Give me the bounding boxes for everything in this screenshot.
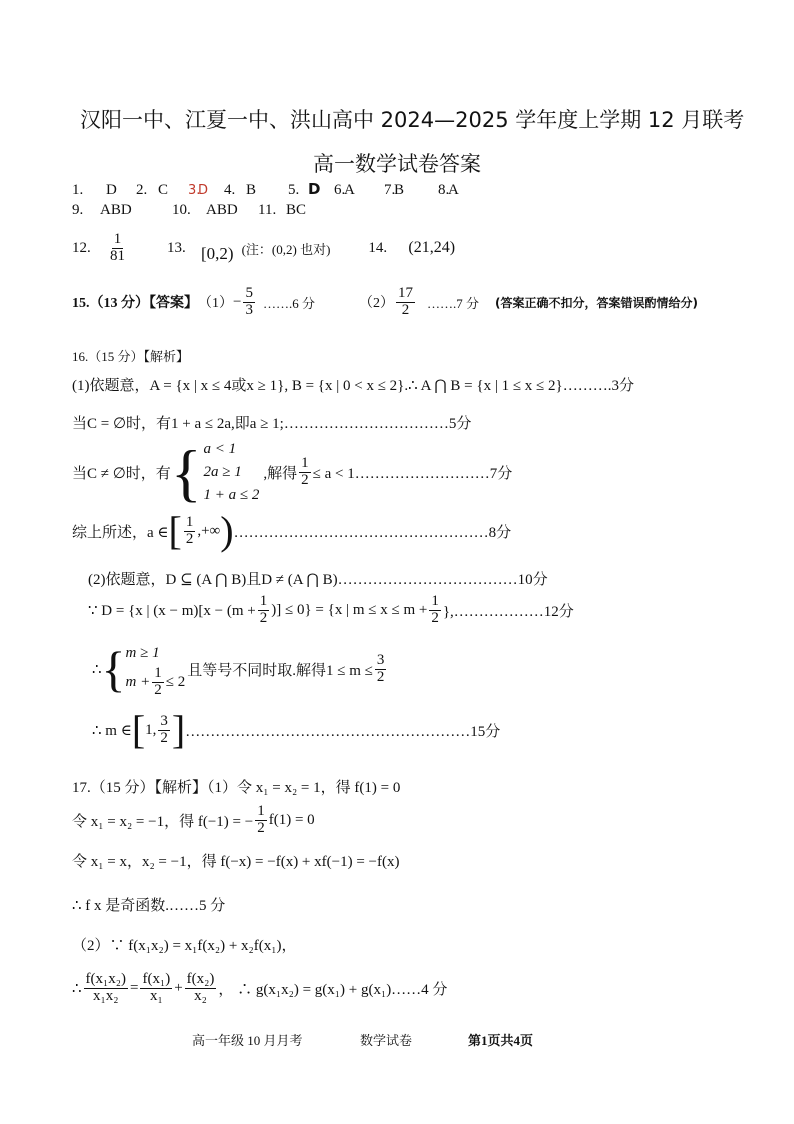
q17-l2-post: f(1) = 0 (268, 811, 315, 828)
q16-l6-den-1: 2 (259, 609, 268, 626)
q16-l4-den: 2 (185, 530, 194, 547)
q16-l7-row2-pre: m + (125, 674, 151, 691)
q16-l6-mid: )] ≤ 0} = {x | m ≤ x ≤ m + (271, 601, 428, 618)
footer-left: 高一年级 10 月月考 (192, 1033, 303, 1048)
q16-l7-row2-post: ≤ 2 (165, 674, 186, 691)
mc-ans-4: B (246, 182, 257, 198)
q16-l4-num: 1 (185, 513, 194, 530)
mc-num-2: 2. (136, 182, 148, 198)
q15-note: (答案正确不扣分，答案错误酌情给分) (495, 295, 698, 310)
q17-l6-num-3: f(x₂) (186, 971, 215, 987)
q17-l6-fraction-1 (84, 972, 128, 1005)
q16-l4-rparen: ) (220, 508, 234, 553)
q16-l7-fraction (375, 653, 387, 686)
q13-note: (注：(0,2) 也对) (241, 241, 331, 257)
q16-l8-fraction (158, 714, 170, 747)
mc-row-2 (72, 202, 316, 219)
q16-l6-num-2: 1 (431, 593, 439, 609)
q17-line-4: ∴ f x 是奇函数.……5 分 (72, 898, 226, 914)
q14-answer: (21,24) (408, 239, 456, 257)
mc-row-1 (72, 180, 468, 199)
mc-ans-7: B (394, 182, 405, 198)
q15-p2-den: 2 (401, 301, 410, 318)
q16-l8-lbracket: [ (131, 707, 146, 752)
q15-row (72, 286, 698, 319)
q13-num: 13. (167, 239, 186, 256)
q15-p1-den: 3 (245, 301, 253, 318)
mc-ans-6: A (344, 182, 355, 198)
q16-l7-row-2 (126, 666, 186, 699)
q16-line-4 (72, 508, 512, 553)
q17-l2-pre: 令 x₁ = x₂ = −1，得 f(−1) = − (72, 813, 254, 830)
q16-l7-row2-den: 2 (154, 681, 162, 698)
multi-ans-10: ABD (206, 202, 238, 218)
q16-line-6 (88, 594, 574, 627)
q16-line-7 (92, 640, 388, 699)
q16-l4-pre: 综上所述，a ∈ (72, 524, 169, 541)
q16-l4-lbracket: [ (168, 508, 182, 553)
q15-p2-score: …….7 分 (426, 295, 479, 311)
q15-head: 15.（13 分）【答案】 (72, 296, 198, 312)
q17-l2-fraction (255, 804, 267, 837)
q16-l6-fraction-2 (429, 594, 441, 627)
q17-l6-num-2: f(x₁) (142, 971, 171, 987)
mc-num-5: 5. (288, 182, 300, 198)
multi-ans-9: ABD (100, 202, 132, 218)
q17-l2-num: 1 (257, 803, 265, 819)
q16-l7-pre: ∴ (92, 661, 102, 678)
q12-num: 12. (72, 239, 91, 256)
q15-p1-num: 5 (245, 285, 253, 301)
q16-head: 16.（15 分）【解析】 (72, 349, 190, 364)
q16-line-3 (72, 438, 512, 507)
q16-l8-num: 3 (160, 712, 168, 729)
q15-p2-num: 17 (397, 285, 413, 301)
q17-l6-fraction-3 (185, 972, 217, 1005)
fill-row (72, 232, 455, 265)
mc-ans-2: C (158, 182, 169, 198)
q16-line-2: 当C = ∅时，有1 + a ≤ 2a,即a ≥ 1;……………………………5分 (72, 416, 472, 432)
q17-l6-fraction-2 (140, 972, 172, 1005)
q17-line-5: （2）∵ f(x₁x₂) = x₁f(x₂) + x₂f(x₁)， (72, 938, 297, 954)
footer-mid: 数学试卷 (360, 1033, 413, 1048)
q16-l7-num: 3 (376, 652, 385, 668)
q16-sys-row-2: 2a ≥ 1 (203, 464, 242, 480)
q16-sys-row-1: a < 1 (203, 441, 237, 457)
q17-line-1: 17.（15 分）【解析】（1）令 x₁ = x₂ = 1，得 f(1) = 0 (72, 780, 401, 796)
q16-l8-rbracket: ] (171, 707, 186, 752)
multi-ans-11: BC (286, 202, 307, 218)
multi-num-9: 9. (72, 202, 84, 218)
q12-fraction (108, 232, 127, 265)
q15-p1-fraction (243, 286, 255, 319)
q16-l6-post: },………………12分 (442, 603, 574, 620)
mc-num-6: 6. (334, 182, 346, 198)
q16-l6-fraction-1 (258, 594, 270, 627)
q13-answer: [0,2) (201, 244, 234, 264)
multi-num-11: 11. (258, 202, 277, 218)
q17-line-6 (72, 972, 447, 1005)
q16-l6-pre: ∵ D = {x | (x − m)[x − (m + (88, 602, 256, 619)
q17-l6-den-1: x₁x₂ (93, 987, 119, 1004)
q16-l7-brace: { (101, 641, 126, 698)
mc-ans-5: D (308, 180, 321, 198)
q16-l3-num: 1 (301, 455, 309, 472)
q17-l6-plus: + (174, 979, 183, 996)
q17-line-2 (72, 804, 315, 837)
mc-ans-1: D (106, 182, 117, 198)
q16-l7-system (126, 640, 186, 699)
mc-num-3: 3. (188, 183, 201, 198)
q16-l6-num-1: 1 (259, 593, 268, 609)
q16-sys-row-3: 1 + a ≤ 2 (203, 487, 260, 503)
q16-l3-fraction (299, 456, 311, 489)
mc-num-8: 8. (438, 182, 450, 198)
q15-p1-label: （1） (198, 296, 233, 312)
q15-p1-score: …….6 分 (262, 295, 315, 311)
q16-l8-pre: ∴ m ∈ (92, 722, 132, 739)
q16-l3-brace: { (170, 436, 202, 508)
q16-line-1: (1)依题意，A = {x | x ≤ 4或x ≥ 1}, B = {x | 0 < x ≤ 2}.∴ A ⋂ B = {x | 1 ≤ x ≤ 2}……….3分 (72, 378, 634, 394)
q16-l7-row2-num: 1 (154, 665, 162, 681)
q12-frac-num: 1 (113, 231, 122, 247)
q16-l7-text: 且等号不同时取.解得1 ≤ m ≤ (187, 662, 373, 679)
page-subtitle: 高一数学试卷答案 (313, 152, 481, 176)
q17-l6-den-2: x₁ (149, 987, 163, 1004)
q17-l2-den: 2 (257, 819, 265, 836)
q16-l3-system (204, 438, 260, 507)
mc-num-4: 4. (224, 182, 236, 198)
q16-l3-pre: 当C ≠ ∅时，有 (72, 466, 171, 482)
q15-p2-label: （2） (358, 296, 394, 312)
footer-page-number: 第1页共4页 (468, 1033, 534, 1048)
q16-l3-mid: ,解得 (263, 466, 298, 482)
q16-l8-score: …………………………………………………15分 (185, 723, 501, 740)
q17-line-3: 令 x₁ = x，x₂ = −1，得 f(−x) = −f(x) + xf(−1) = −f(x) (72, 854, 400, 870)
q16-l4-post: ,+∞ (197, 522, 221, 539)
q17-l6-den-3: x₂ (194, 987, 207, 1004)
multi-num-10: 10. (172, 202, 191, 218)
q16-l7-row2-fraction (152, 666, 164, 699)
q15-p1-minus: − (233, 293, 242, 310)
q16-l7-den: 2 (376, 668, 385, 685)
q16-line-8 (92, 707, 501, 752)
q14-num: 14. (368, 239, 388, 256)
mc-ans-8: A (448, 182, 459, 198)
mc-num-7: 7. (384, 182, 396, 198)
q17-l6-eq: = (130, 979, 139, 996)
q17-l6-num-1: f(x₁x₂) (85, 971, 126, 987)
q16-l7-row-1: m ≥ 1 (125, 645, 160, 661)
q16-line-5: (2)依题意，D ⊆ (A ⋂ B)且D ≠ (A ⋂ B)………………………………10分 (88, 572, 548, 588)
q12-frac-den: 81 (110, 247, 125, 264)
q16-l8-den: 2 (160, 729, 168, 746)
q16-l4-score: ……………………………………………8分 (233, 524, 512, 541)
q16-l8-in: 1, (145, 721, 157, 738)
q16-l6-den-2: 2 (431, 609, 439, 626)
mc-ans-3: D (198, 183, 209, 198)
q16-l4-fraction (184, 515, 196, 548)
mc-num-1: 1. (72, 182, 84, 198)
q16-l3-den: 2 (301, 472, 309, 488)
page-title: 汉阳一中、江夏一中、洪山高中 2024—2025 学年度上学期 12 月联考 (80, 108, 745, 132)
q15-p2-fraction (396, 286, 415, 319)
q17-l6-post: ， ∴ g(x₁x₂) = g(x₁) + g(x₁)……4 分 (218, 981, 448, 998)
q17-l6-pre: ∴ (72, 980, 82, 997)
q16-l3-post: ≤ a < 1………………………7分 (312, 466, 513, 482)
